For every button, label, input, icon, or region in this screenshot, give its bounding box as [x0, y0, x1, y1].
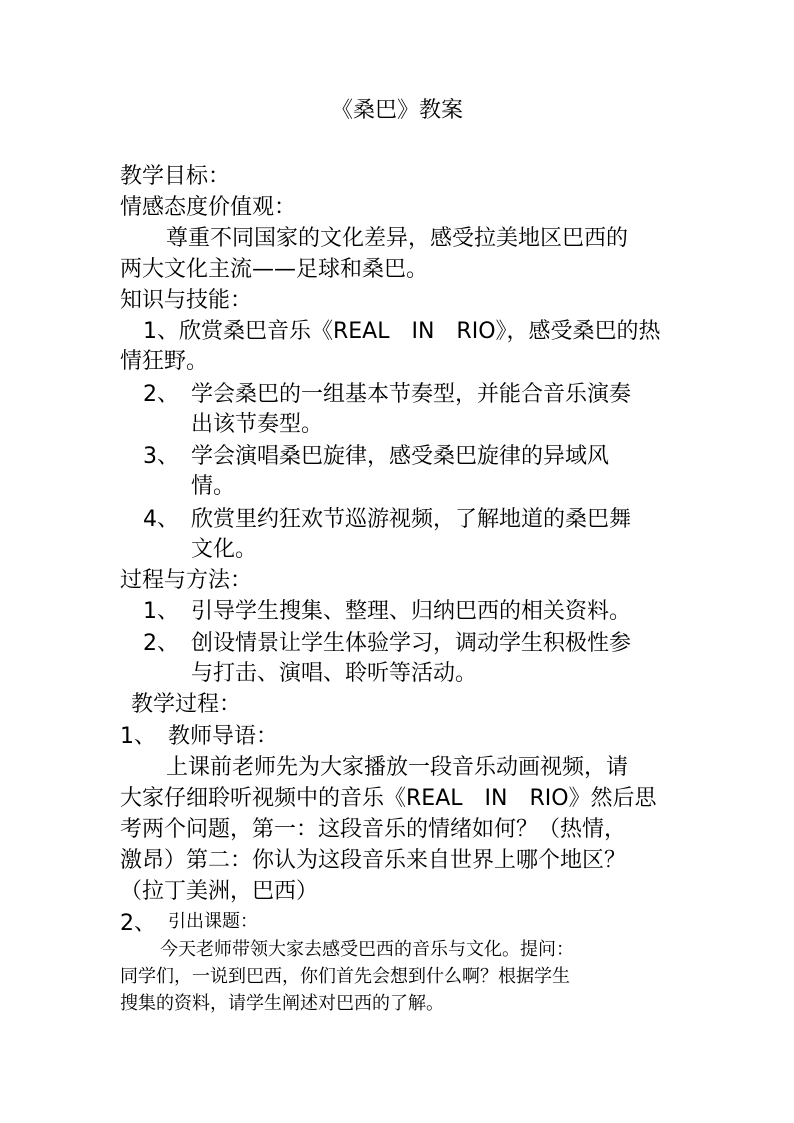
step-2-number: 2、 [120, 911, 156, 936]
step-2-text-line-3: 搜集的资料，请学生阐述对巴西的了解。 [120, 993, 444, 1014]
step-1-text-line-1: 上课前老师先为大家播放一段音乐动画视频，请 [166, 755, 629, 780]
method-item-2-number: 2、 [143, 631, 179, 656]
process-heading: 教学过程： [131, 692, 242, 717]
step-1-text-line-3: 考两个问题，第一：这段音乐的情绪如何？（热情， [120, 817, 627, 842]
method-item-1-number: 1、 [143, 599, 179, 624]
knowledge-item-2-line-1: 学会桑巴的一组基本节奏型，并能合音乐演奏 [191, 382, 632, 407]
step-1-title: 教师导语： [168, 724, 279, 749]
knowledge-item-1-line-1: 1、欣赏桑巴音乐《REAL IN RIO》，感受桑巴的热 [143, 319, 661, 344]
knowledge-item-3-line-1: 学会演唱桑巴旋律，感受桑巴旋律的异域风 [191, 444, 610, 469]
step-1-text-line-4: 激昂）第二：你认为这段音乐来自世界上哪个地区？ [120, 848, 627, 873]
step-2-text-line-2: 同学们，一说到巴西，你们首先会想到什么啊？根据学生 [120, 966, 570, 987]
knowledge-item-3-number: 3、 [143, 444, 179, 469]
knowledge-heading: 知识与技能： [120, 288, 253, 313]
step-1-text-line-2: 大家仔细聆听视频中的音乐《REAL IN RIO》然后思 [120, 786, 657, 811]
emotion-text-line-2: 两大文化主流——足球和桑巴。 [120, 257, 429, 282]
step-2-text-line-1: 今天老师带领大家去感受巴西的音乐与文化。提问： [160, 939, 574, 960]
method-item-1-line-1: 引导学生搜集、整理、归纳巴西的相关资料。 [191, 599, 632, 624]
method-item-2-line-1: 创设情景让学生体验学习，调动学生积极性参 [191, 631, 632, 656]
step-2-title: 引出课题： [168, 911, 258, 932]
objectives-heading: 教学目标： [120, 164, 231, 189]
emotion-text-line-1: 尊重不同国家的文化差异，感受拉美地区巴西的 [166, 226, 629, 251]
knowledge-item-1-line-2: 情狂野。 [120, 349, 209, 374]
method-item-2-line-2: 与打击、演唱、聆听等活动。 [191, 661, 478, 686]
page-title: 《桑巴》教案 [330, 98, 463, 123]
method-heading: 过程与方法： [120, 568, 253, 593]
knowledge-item-2-number: 2、 [143, 382, 179, 407]
emotion-heading: 情感态度价值观： [120, 195, 297, 220]
step-1-text-line-5: （拉丁美洲，巴西） [120, 879, 319, 904]
knowledge-item-2-line-2: 出该节奏型。 [191, 412, 324, 437]
knowledge-item-4-number: 4、 [143, 507, 179, 532]
knowledge-item-3-line-2: 情。 [191, 474, 236, 499]
knowledge-item-4-line-2: 文化。 [191, 537, 258, 562]
step-1-number: 1、 [120, 724, 156, 749]
knowledge-item-4-line-1: 欣赏里约狂欢节巡游视频，了解地道的桑巴舞 [191, 507, 632, 532]
